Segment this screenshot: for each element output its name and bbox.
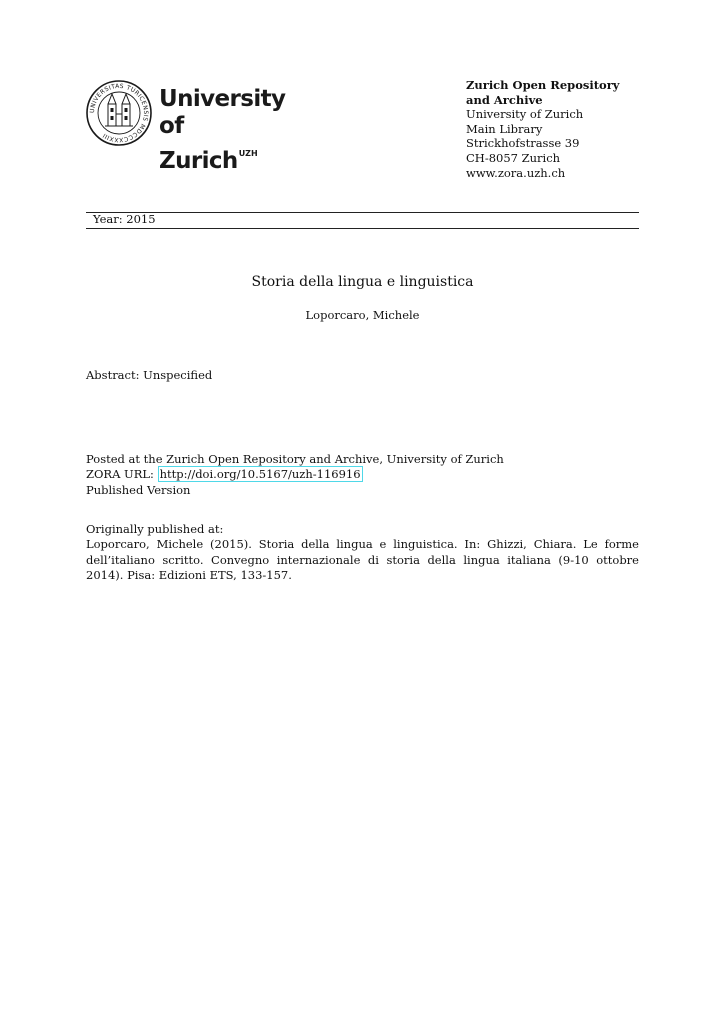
repository-title: Zurich Open Repository and Archive xyxy=(466,78,620,107)
document-author: Loporcaro, Michele xyxy=(305,308,420,322)
year-label: Year: 2015 xyxy=(93,212,156,226)
repository-address xyxy=(466,78,646,180)
original-publication xyxy=(86,522,639,584)
document-title: Storia della lingua e linguistica xyxy=(251,274,474,290)
seal-text: UNIVERSITAS TURICENSIS MDCCCXXXIII xyxy=(88,82,150,144)
repository-website: www.zora.uzh.ch xyxy=(466,165,566,180)
repository-line: CH-8057 Zurich xyxy=(466,150,561,165)
citation-text: Loporcaro, Michele (2015). Storia della lingua e linguistica. In: Ghizzi, Chiara. Le forme dell’italiano scritto. Convegno internazionale di storia della lingua italiana (9-10 ottobre 2014). Pisa: Edizioni ETS, 133-157. xyxy=(86,537,639,583)
university-seal-icon xyxy=(86,80,152,146)
university-wordmark xyxy=(159,86,298,175)
wordmark-line1: University of xyxy=(159,86,286,139)
wordmark-superscript: UZH xyxy=(238,149,258,158)
abstract-text: Abstract: Unspecified xyxy=(86,368,213,382)
original-heading: Originally published at: xyxy=(86,522,224,536)
wordmark-line2: Zurich$^{UZH}$ xyxy=(159,148,258,174)
top-divider xyxy=(86,212,639,213)
zora-url-line xyxy=(86,467,646,482)
repository-line: University of Zurich xyxy=(466,107,584,122)
university-logo xyxy=(86,80,298,174)
version-label: Published Version xyxy=(86,482,191,497)
zora-url-link[interactable]: http://doi.org/10.5167/uzh-116916 xyxy=(159,467,361,482)
zora-url-label: ZORA URL: xyxy=(86,467,154,482)
posted-line: Posted at the Zurich Open Repository and Archive, University of Zurich xyxy=(86,452,504,466)
repository-line: Strickhofstrasse 39 xyxy=(466,136,580,151)
bottom-divider xyxy=(86,228,639,229)
posting-info xyxy=(86,452,646,498)
repository-line: Main Library xyxy=(466,121,543,136)
